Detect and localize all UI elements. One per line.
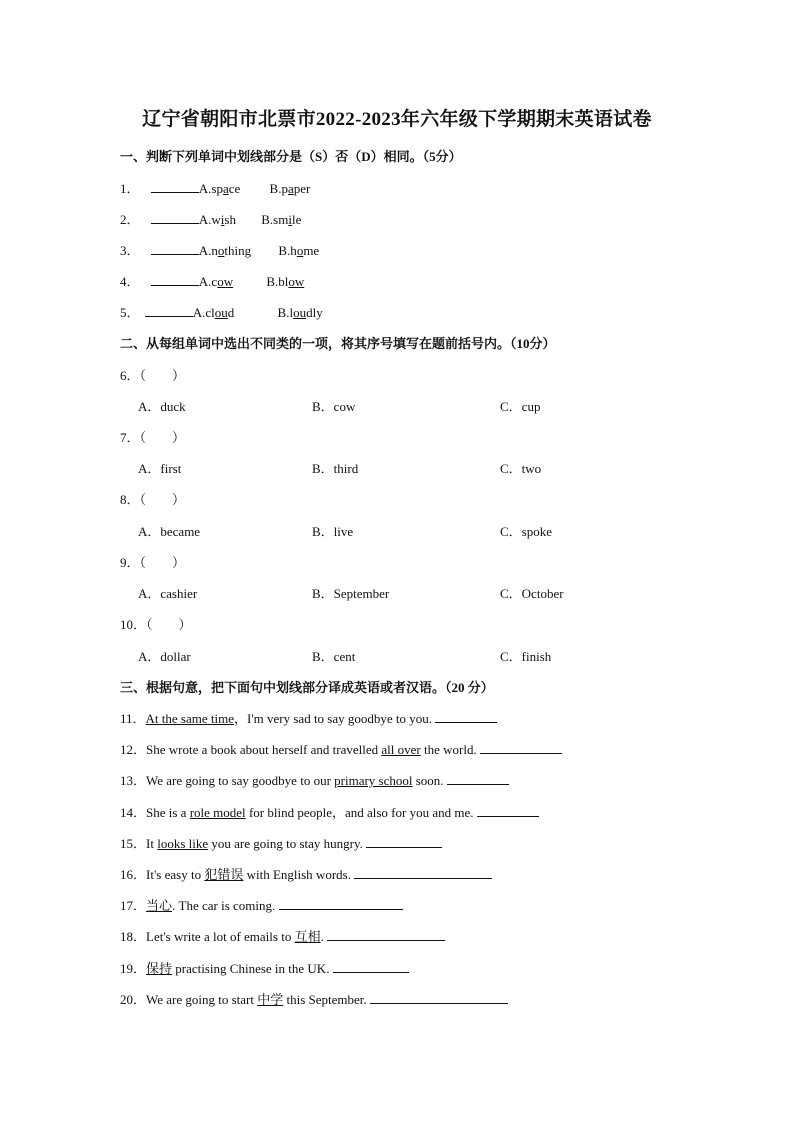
- question-1: 1． A.space B.paper: [120, 181, 311, 196]
- option-a: A．dollar: [138, 649, 191, 664]
- option-a: A．cashier: [138, 586, 198, 601]
- question-15: 15．It looks like you are going to stay hungry.: [120, 833, 442, 852]
- answer-blank[interactable]: [151, 242, 199, 255]
- answer-blank[interactable]: [279, 897, 403, 910]
- option-b: B．cow: [312, 399, 356, 414]
- answer-blank[interactable]: [327, 928, 445, 941]
- question-11: 11．At the same time，I'm very sad to say goodbye to you.: [120, 708, 497, 727]
- question-14: 14．She is a role model for blind people，and also for you and me.: [120, 802, 539, 821]
- question-20: 20．We are going to start 中学 this September.: [120, 989, 508, 1008]
- option-c: C．cup: [500, 399, 541, 414]
- option-c: C．October: [500, 586, 564, 601]
- question-6: 6．（ ）: [120, 368, 186, 383]
- option-a: A．first: [138, 461, 182, 476]
- option-b: B．live: [312, 524, 354, 539]
- section-3-heading: 三、根据句意，把下面句中划线部分译成英语或者汉语。（20 分）: [120, 680, 494, 695]
- question-19: 19．保持 practising Chinese in the UK.: [120, 958, 409, 977]
- question-18: 18．Let's write a lot of emails to 互相.: [120, 926, 445, 945]
- question-5: 5． A.cloud B.loudly: [120, 305, 323, 320]
- question-7: 7．（ ）: [120, 430, 186, 445]
- question-16: 16．It's easy to 犯错误 with English words.: [120, 864, 492, 883]
- answer-blank[interactable]: [370, 991, 508, 1004]
- option-c: C．finish: [500, 649, 552, 664]
- option-c: C．spoke: [500, 524, 553, 539]
- question-10: 10．（ ）: [120, 617, 192, 632]
- option-a: A．became: [138, 524, 201, 539]
- page-title: 辽宁省朝阳市北票市2022-2023年六年级下学期期末英语试卷: [142, 109, 652, 130]
- question-2: 2． A.wish B.smile: [120, 212, 302, 227]
- question-9: 9．（ ）: [120, 555, 186, 570]
- answer-blank[interactable]: [151, 211, 199, 224]
- answer-blank[interactable]: [366, 835, 442, 848]
- section-2-heading: 二、从每组单词中选出不同类的一项，将其序号填写在题前括号内。（10分）: [120, 336, 556, 351]
- answer-blank[interactable]: [333, 960, 409, 973]
- answer-blank[interactable]: [151, 273, 199, 286]
- option-a: A．duck: [138, 399, 186, 414]
- answer-blank[interactable]: [435, 710, 497, 723]
- answer-blank[interactable]: [447, 772, 509, 785]
- answer-blank[interactable]: [145, 304, 193, 317]
- option-b: B．cent: [312, 649, 356, 664]
- answer-blank[interactable]: [480, 741, 562, 754]
- question-4: 4． A.cow B.blow: [120, 274, 305, 289]
- question-12: 12．She wrote a book about herself and travelled all over the world.: [120, 739, 562, 758]
- option-b: B．third: [312, 461, 359, 476]
- option-c: C．two: [500, 461, 542, 476]
- answer-blank[interactable]: [477, 804, 539, 817]
- option-b: B．September: [312, 586, 390, 601]
- answer-blank[interactable]: [354, 866, 492, 879]
- answer-blank[interactable]: [151, 180, 199, 193]
- question-13: 13．We are going to say goodbye to our primary school soon.: [120, 770, 509, 789]
- question-8: 8．（ ）: [120, 492, 186, 507]
- section-1-heading: 一、判断下列单词中划线部分是（S）否（D）相同。（5分）: [120, 149, 462, 164]
- question-3: 3． A.nothing B.home: [120, 243, 320, 258]
- question-17: 17．当心. The car is coming.: [120, 895, 403, 914]
